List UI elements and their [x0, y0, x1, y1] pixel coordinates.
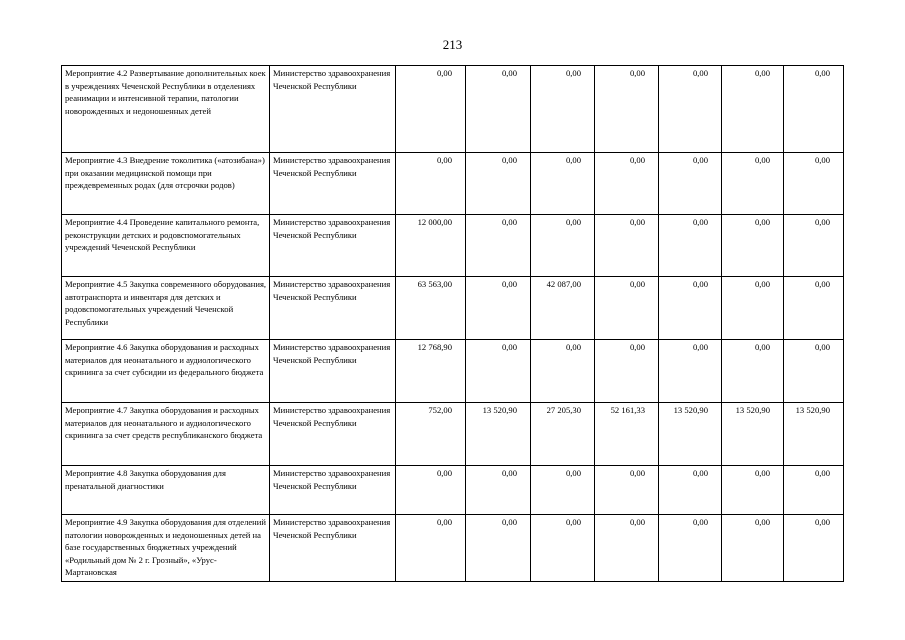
executor-cell: Министерство здравоохранения Чеченской Республики: [270, 403, 396, 466]
table-row: [62, 515, 844, 582]
amount-cell-1: 63 563,00: [396, 277, 466, 340]
amount-cell-3: 0,00: [531, 515, 595, 582]
amount-cell-4: 0,00: [595, 466, 659, 515]
amount-cell-2: 0,00: [466, 277, 531, 340]
amount-cell-3: 0,00: [531, 153, 595, 215]
page-number: 213: [442, 37, 463, 52]
amount-cell-7: 0,00: [784, 515, 844, 582]
amount-cell-2: 13 520,90: [466, 403, 531, 466]
table-row: [62, 403, 844, 466]
amount-cell-2: 0,00: [466, 153, 531, 215]
amount-cell-7: 0,00: [784, 215, 844, 277]
executor-cell: Министерство здравоохранения Чеченской Республики: [270, 215, 396, 277]
table-row: [62, 277, 844, 340]
amount-cell-6: 0,00: [722, 277, 784, 340]
activity-name-cell: Мероприятие 4.2 Развертывание дополнительных коек в учреждениях Чеченской Республики в отделениях реанимации и интенсивной терапии, патологии новорожденных и недоношенных детей: [62, 66, 270, 153]
amount-cell-1: 0,00: [396, 66, 466, 153]
amount-cell-3: 0,00: [531, 66, 595, 153]
table-row: [62, 153, 844, 215]
amount-cell-4: 0,00: [595, 515, 659, 582]
table-body: [62, 66, 844, 582]
amount-cell-3: 0,00: [531, 466, 595, 515]
amount-cell-2: 0,00: [466, 66, 531, 153]
amount-cell-5: 0,00: [659, 515, 722, 582]
executor-cell: Министерство здравоохранения Чеченской Республики: [270, 277, 396, 340]
executor-cell: Министерство здравоохранения Чеченской Республики: [270, 153, 396, 215]
amount-cell-1: 0,00: [396, 515, 466, 582]
amount-cell-4: 0,00: [595, 340, 659, 403]
amount-cell-4: 0,00: [595, 153, 659, 215]
amount-cell-5: 0,00: [659, 215, 722, 277]
amount-cell-2: 0,00: [466, 215, 531, 277]
amount-cell-4: 0,00: [595, 277, 659, 340]
budget-table: [61, 65, 844, 582]
amount-cell-1: 752,00: [396, 403, 466, 466]
activity-name-cell: Мероприятие 4.5 Закупка современного оборудования, автотранспорта и инвентаря для детских и родовспомогательных учреждений Чеченской Республики: [62, 277, 270, 340]
table-row: [62, 340, 844, 403]
amount-cell-1: 0,00: [396, 466, 466, 515]
amount-cell-7: 0,00: [784, 340, 844, 403]
amount-cell-6: 0,00: [722, 466, 784, 515]
amount-cell-6: 0,00: [722, 215, 784, 277]
executor-cell: Министерство здравоохранения Чеченской Республики: [270, 340, 396, 403]
activity-name-cell: Мероприятие 4.4 Проведение капитального ремонта, реконструкции детских и родовспомогательных учреждений Чеченской Республики: [62, 215, 270, 277]
amount-cell-4: 52 161,33: [595, 403, 659, 466]
table-row: [62, 66, 844, 153]
amount-cell-3: 42 087,00: [531, 277, 595, 340]
executor-cell: Министерство здравоохранения Чеченской Республики: [270, 515, 396, 582]
amount-cell-4: 0,00: [595, 66, 659, 153]
amount-cell-1: 12 000,00: [396, 215, 466, 277]
amount-cell-7: 0,00: [784, 466, 844, 515]
amount-cell-5: 0,00: [659, 340, 722, 403]
table-row: [62, 215, 844, 277]
amount-cell-7: 13 520,90: [784, 403, 844, 466]
activity-name-cell: Мероприятие 4.8 Закупка оборудования для пренатальной диагностики: [62, 466, 270, 515]
amount-cell-5: 0,00: [659, 466, 722, 515]
amount-cell-6: 13 520,90: [722, 403, 784, 466]
amount-cell-3: 0,00: [531, 340, 595, 403]
amount-cell-2: 0,00: [466, 340, 531, 403]
amount-cell-1: 0,00: [396, 153, 466, 215]
executor-cell: Министерство здравоохранения Чеченской Республики: [270, 66, 396, 153]
amount-cell-2: 0,00: [466, 466, 531, 515]
amount-cell-7: 0,00: [784, 153, 844, 215]
amount-cell-6: 0,00: [722, 515, 784, 582]
amount-cell-5: 0,00: [659, 153, 722, 215]
amount-cell-3: 27 205,30: [531, 403, 595, 466]
amount-cell-3: 0,00: [531, 215, 595, 277]
executor-cell: Министерство здравоохранения Чеченской Республики: [270, 466, 396, 515]
amount-cell-7: 0,00: [784, 277, 844, 340]
amount-cell-2: 0,00: [466, 515, 531, 582]
table-row: [62, 466, 844, 515]
amount-cell-6: 0,00: [722, 66, 784, 153]
activity-name-cell: Мероприятие 4.3 Внедрение токолитика («атозибана») при оказании медицинской помощи при преждевременных родах (для отсрочки родов): [62, 153, 270, 215]
amount-cell-5: 0,00: [659, 277, 722, 340]
amount-cell-1: 12 768,90: [396, 340, 466, 403]
amount-cell-5: 13 520,90: [659, 403, 722, 466]
activity-name-cell: Мероприятие 4.6 Закупка оборудования и расходных материалов для неонатального и аудиологического скрининга за счет субсидии из федерального бюджета: [62, 340, 270, 403]
amount-cell-6: 0,00: [722, 153, 784, 215]
amount-cell-6: 0,00: [722, 340, 784, 403]
amount-cell-7: 0,00: [784, 66, 844, 153]
amount-cell-5: 0,00: [659, 66, 722, 153]
activity-name-cell: Мероприятие 4.9 Закупка оборудования для отделений патологии новорожденных и недоношенных детей на базе государственных бюджетных учреждений «Родильный дом № 2 г. Грозный», «Урус-Мартановская: [62, 515, 270, 582]
amount-cell-4: 0,00: [595, 215, 659, 277]
activity-name-cell: Мероприятие 4.7 Закупка оборудования и расходных материалов для неонатального и аудиологического скрининга за счет средств республиканского бюджета: [62, 403, 270, 466]
